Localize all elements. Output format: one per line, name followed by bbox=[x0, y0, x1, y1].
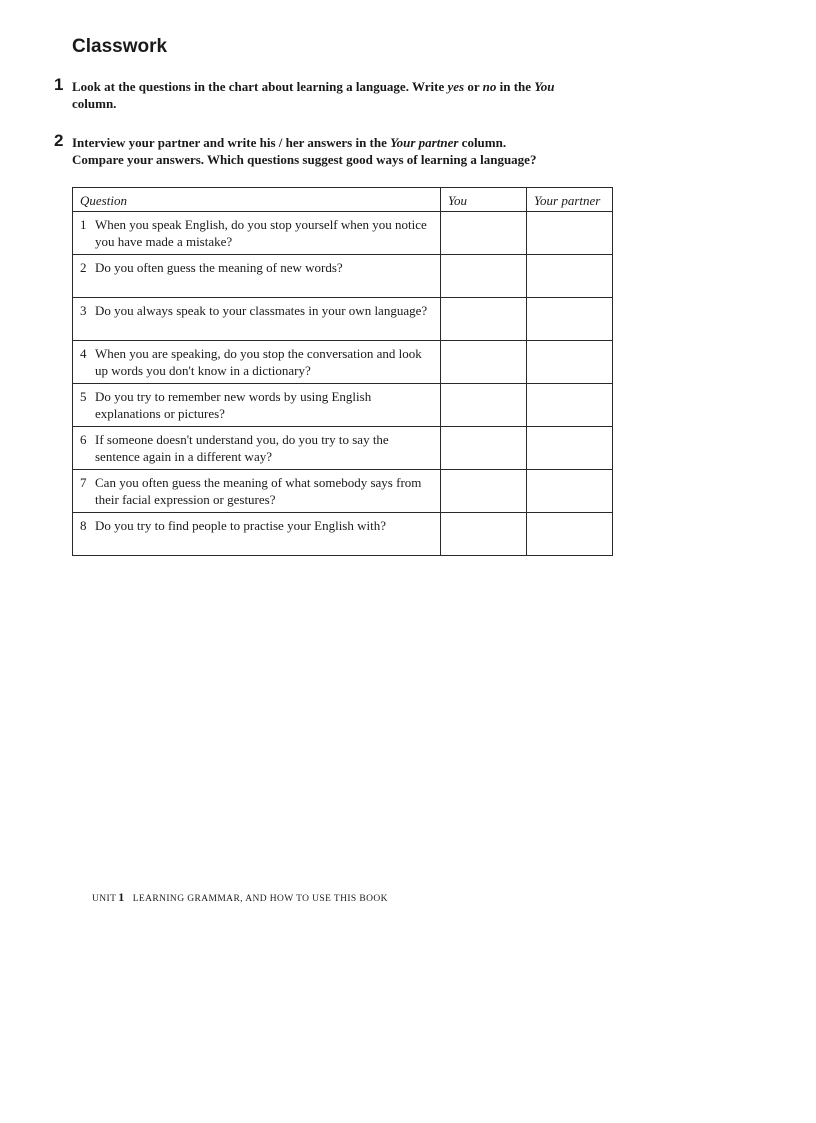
question-text: If someone doesn't understand you, do you try to say the sentence again in a different way? bbox=[95, 432, 389, 464]
question-text: Can you often guess the meaning of what somebody says from their facial expression or gestures? bbox=[95, 475, 422, 507]
questions-chart bbox=[72, 187, 613, 556]
chart-header-row bbox=[73, 188, 613, 212]
table-row bbox=[73, 427, 613, 470]
footer-unit-number: 1 bbox=[118, 890, 125, 904]
exercise-1 bbox=[54, 75, 594, 112]
you-answer-cell[interactable] bbox=[441, 427, 527, 470]
question-text: When you speak English, do you stop yourself when you notice you have made a mistake? bbox=[95, 217, 427, 249]
question-number: 6 bbox=[80, 432, 87, 447]
question-cell bbox=[73, 384, 441, 427]
question-number: 4 bbox=[80, 346, 87, 361]
table-row bbox=[73, 212, 613, 255]
question-number: 1 bbox=[80, 217, 87, 232]
exercise-instruction: Look at the questions in the chart about learning a language. Write yes or no in the You column. bbox=[72, 79, 555, 111]
you-answer-cell[interactable] bbox=[441, 341, 527, 384]
partner-answer-cell[interactable] bbox=[527, 470, 613, 513]
question-number: 5 bbox=[80, 389, 87, 404]
question-cell bbox=[73, 341, 441, 384]
partner-answer-cell[interactable] bbox=[527, 384, 613, 427]
you-answer-cell[interactable] bbox=[441, 212, 527, 255]
exercise-instruction: Interview your partner and write his / her answers in the Your partner column. Compare your answers. Which questions suggest good ways of learning a language? bbox=[72, 135, 537, 167]
question-cell bbox=[73, 255, 441, 298]
question-text: Do you often guess the meaning of new words? bbox=[95, 260, 343, 275]
partner-answer-cell[interactable] bbox=[527, 298, 613, 341]
question-text: Do you try to remember new words by using English explanations or pictures? bbox=[95, 389, 372, 421]
you-answer-cell[interactable] bbox=[441, 470, 527, 513]
page-footer bbox=[92, 890, 388, 905]
exercise-number: 2 bbox=[54, 131, 64, 150]
question-cell bbox=[73, 298, 441, 341]
table-row bbox=[73, 513, 613, 556]
question-cell bbox=[73, 470, 441, 513]
question-text: Do you try to find people to practise your English with? bbox=[95, 518, 387, 533]
question-cell bbox=[73, 427, 441, 470]
partner-answer-cell[interactable] bbox=[527, 255, 613, 298]
exercise-number: 1 bbox=[54, 75, 64, 94]
exercise-2 bbox=[54, 131, 614, 168]
partner-answer-cell[interactable] bbox=[527, 212, 613, 255]
question-number: 3 bbox=[80, 303, 87, 318]
you-answer-cell[interactable] bbox=[441, 384, 527, 427]
footer-unit-label: UNIT bbox=[92, 894, 117, 904]
question-number: 2 bbox=[80, 260, 87, 275]
question-number: 7 bbox=[80, 475, 87, 490]
partner-answer-cell[interactable] bbox=[527, 341, 613, 384]
partner-answer-cell[interactable] bbox=[527, 427, 613, 470]
question-number: 8 bbox=[80, 518, 87, 533]
footer-unit-title: LEARNING GRAMMAR, AND HOW TO USE THIS BOOK bbox=[132, 894, 388, 904]
table-row bbox=[73, 384, 613, 427]
question-cell bbox=[73, 513, 441, 556]
table-row bbox=[73, 255, 613, 298]
page-title: Classwork bbox=[72, 36, 168, 57]
question-text: When you are speaking, do you stop the conversation and look up words you don't know in a dictionary? bbox=[95, 346, 422, 378]
column-header-question: Question bbox=[73, 188, 441, 212]
question-cell bbox=[73, 212, 441, 255]
table-row bbox=[73, 341, 613, 384]
you-answer-cell[interactable] bbox=[441, 298, 527, 341]
table-row bbox=[73, 298, 613, 341]
column-header-you: You bbox=[441, 188, 527, 212]
table-row bbox=[73, 470, 613, 513]
partner-answer-cell[interactable] bbox=[527, 513, 613, 556]
column-header-your-partner: Your partner bbox=[527, 188, 613, 212]
you-answer-cell[interactable] bbox=[441, 513, 527, 556]
question-text: Do you always speak to your classmates in your own language? bbox=[95, 303, 428, 318]
you-answer-cell[interactable] bbox=[441, 255, 527, 298]
